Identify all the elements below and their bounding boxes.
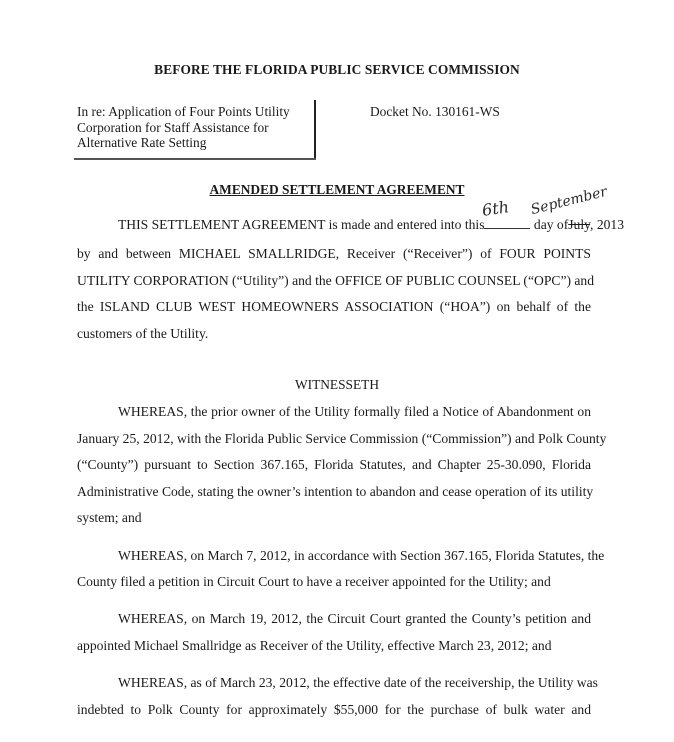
whereas-line: WHEREAS, on March 7, 2012, in accordance with Section 367.165, Florida Statutes, the bbox=[118, 548, 605, 563]
caption-divider-horizontal bbox=[74, 158, 316, 160]
caption-line: Alternative Rate Setting bbox=[77, 135, 207, 150]
whereas-line: (“County”) pursuant to Section 367.165, Florida Statutes, and Chapter 25-30.090, Florida bbox=[77, 457, 591, 472]
whereas-line: WHEREAS, on March 19, 2012, the Circuit Court granted the County’s petition and bbox=[118, 611, 591, 626]
witnesseth-heading: WITNESSETH bbox=[294, 377, 380, 392]
day-blank bbox=[484, 228, 530, 229]
struck-month: July bbox=[568, 217, 591, 232]
whereas-line: WHEREAS, the prior owner of the Utility formally filed a Notice of Abandonment on bbox=[118, 404, 591, 419]
caption-line: In re: Application of Four Points Utility bbox=[77, 104, 290, 119]
case-caption bbox=[77, 104, 313, 151]
handwritten-month: September bbox=[529, 183, 609, 219]
docket-number: Docket No. 130161-WS bbox=[370, 104, 500, 119]
handwritten-day: 6th bbox=[480, 197, 511, 220]
opening-text: THIS SETTLEMENT AGREEMENT is made and entered into this bbox=[118, 217, 485, 232]
court-heading: BEFORE THE FLORIDA PUBLIC SERVICE COMMISSION bbox=[154, 62, 520, 77]
whereas-line: WHEREAS, as of March 23, 2012, the effective date of the receivership, the Utility was bbox=[118, 675, 598, 690]
whereas-line: appointed Michael Smallridge as Receiver of the Utility, effective March 23, 2012; and bbox=[77, 638, 552, 653]
whereas-line: system; and bbox=[77, 510, 142, 525]
whereas-line: January 25, 2012, with the Florida Public Service Commission (“Commission”) and Polk County bbox=[77, 431, 607, 446]
day-of-text: day of bbox=[533, 217, 569, 232]
whereas-line: indebted to Polk County for approximately $55,000 for the purchase of bulk water and bbox=[77, 702, 591, 717]
opening-line: UTILITY CORPORATION (“Utility”) and the OFFICE OF PUBLIC COUNSEL (“OPC”) and bbox=[77, 273, 595, 288]
whereas-line: County filed a petition in Circuit Court to have a receiver appointed for the Utility; and bbox=[77, 574, 551, 589]
caption-line: Corporation for Staff Assistance for bbox=[77, 119, 269, 135]
opening-line: customers of the Utility. bbox=[77, 326, 209, 341]
opening-line: the ISLAND CLUB WEST HOMEOWNERS ASSOCIATION (“HOA”) on behalf of the bbox=[77, 299, 591, 314]
opening-line-1 bbox=[118, 217, 624, 233]
whereas-line: Administrative Code, stating the owner’s intention to abandon and cease operation of its utility bbox=[77, 484, 594, 499]
document-title: AMENDED SETTLEMENT AGREEMENT bbox=[209, 182, 465, 197]
year-text: , 2013 bbox=[590, 217, 625, 232]
opening-line: by and between MICHAEL SMALLRIDGE, Receiver (“Receiver”) of FOUR POINTS bbox=[77, 246, 591, 261]
caption-divider-vertical bbox=[314, 100, 316, 160]
